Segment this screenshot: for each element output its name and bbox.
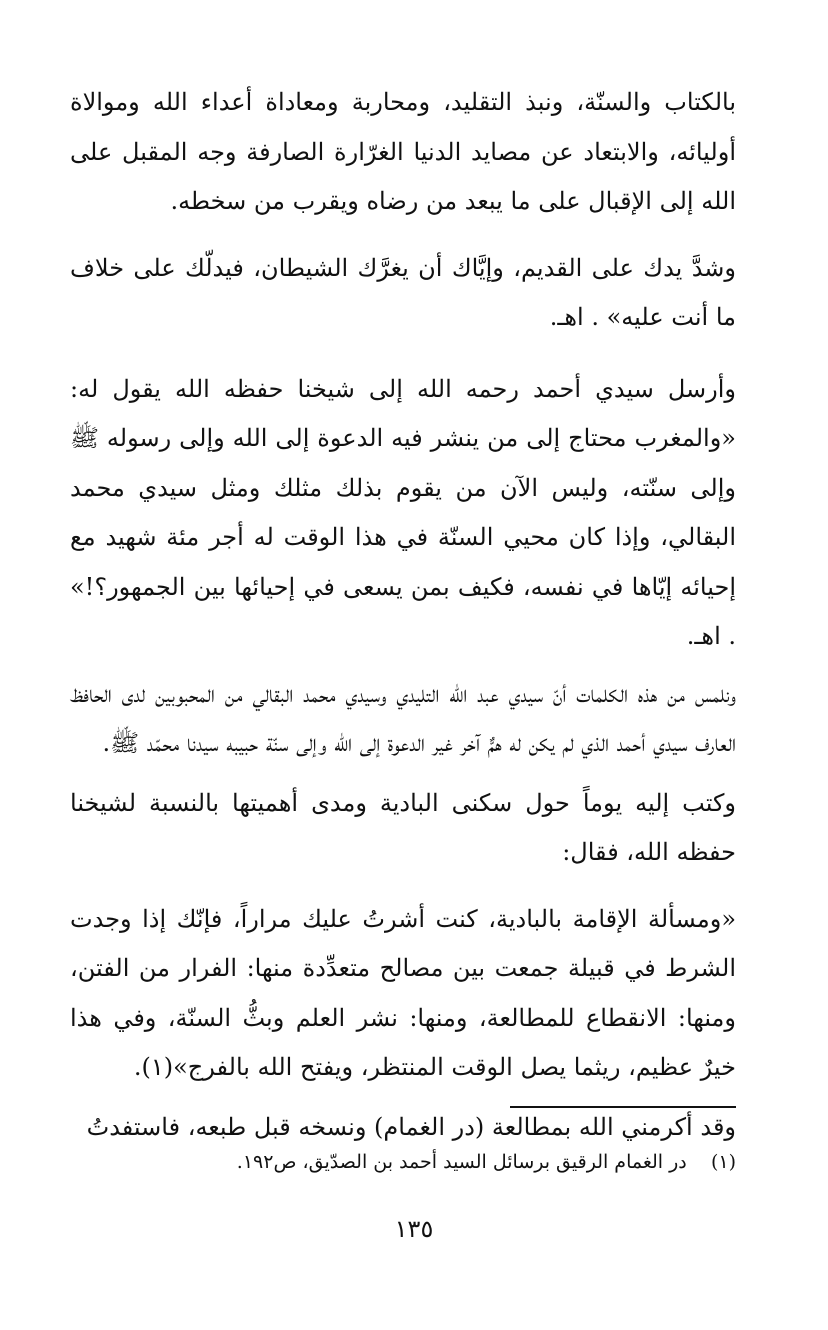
paragraph-3: وأرسل سيدي أحمد رحمه الله إلى شيخنا حفظه الله يقول له: «والمغرب محتاج إلى من ينشر فيه الدعوة إلى الله وإلى رسوله ﷺ وإلى سنّته، وليس الآن من يقوم بذلك مثلك ومثل سيدي محمد البقالي، وإذا كان محيي السنّة في هذا الوقت له أجر مئة شهيد مع إحيائه إيّاها في نفسه، فكيف بمن يسعى في إحيائها بين الجمهور؟!» . اهـ.	[70, 374, 736, 650]
paragraph-2: وشدَّ يدك على القديم، وإيَّاك أن يغرَّك الشيطان، فيدلّك على خلاف ما أنت عليه» . اهـ.	[70, 253, 736, 331]
footnote-separator	[510, 1106, 736, 1108]
footnote-marker: (١)	[710, 1151, 736, 1173]
paragraph-4: ونلمس من هذه الكلمات أنّ سيدي عبد الله التليدي وسيدي محمد البقالي من المحبوبين لدى الحافظ العارف سيدي أحمد الذي لم يكن له همٌّ آخر غير الدعوة إلى الله وإلى سنّة حبيبه سيدنا محمّد ﷺ.	[70, 679, 736, 757]
page-body	[70, 78, 736, 1152]
page-number: ١٣٥	[394, 1215, 434, 1243]
paragraph-1: بالكتاب والسنّة، ونبذ التقليد، ومحاربة ومعاداة أعداء الله وموالاة أوليائه، والابتعاد عن مصايد الدنيا الغرّارة الصارفة وجه المقبل على الله إلى الإقبال على ما يبعد من رضاه ويقرب من سخطه.	[70, 88, 736, 215]
footnote-text: در الغمام الرقيق برسائل السيد أحمد بن الصدّيق، ص١٩٢.	[236, 1151, 687, 1173]
paragraph-6: «ومسألة الإقامة بالبادية، كنت أشرتُ عليك مراراً، فإنّك إذا وجدت الشرط في قبيلة جمعت بين مصالح متعدِّدة منها: الفرار من الفتن، ومنها: الانقطاع للمطالعة، ومنها: نشر العلم وبثُّ السنّة، وفي هذا خيرٌ عظيم، ريثما يصل الوقت المنتظر، ويفتح الله بالفرج»(١).	[70, 904, 736, 1081]
footnote	[136, 1147, 736, 1177]
paragraph-5: وكتب إليه يوماً حول سكنى البادية ومدى أهميتها بالنسبة لشيخنا حفظه الله، فقال:	[70, 788, 736, 866]
paragraph-7: وقد أكرمني الله بمطالعة (در الغمام) ونسخه قبل طبعه، فاستفدتُ	[86, 1112, 736, 1141]
